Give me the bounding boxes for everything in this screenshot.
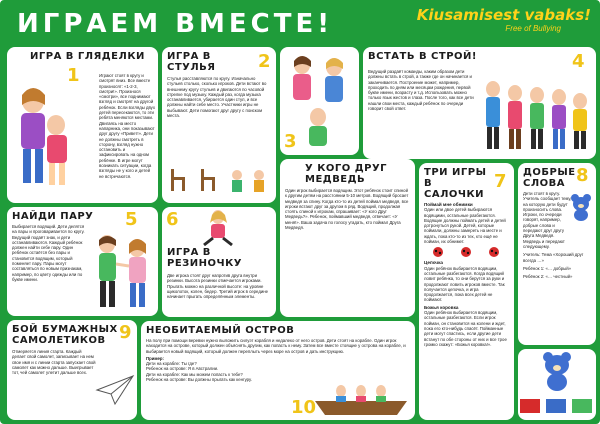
bear-icon: [540, 351, 574, 391]
panel-title: ВСТАТЬ В СТРОЙ!: [368, 51, 477, 62]
panel-bear-game: [280, 47, 359, 155]
subheading: Цепочка: [424, 260, 443, 266]
paper-plane-illustration: [95, 370, 135, 410]
panel-text: Дети стоят в кругу. Учитель сообщает тему, на которую дети будут произносить слова. Игроки, по очереди говорят, например, добрые слова и передают друг другу Друга Медведя. Медведь и передают следующему.: [523, 191, 572, 249]
panel-title: ИГРА В ГЛЯДЕЛКИ: [30, 51, 145, 62]
panel-text: Один игрок выбирается водящим. Этот ребёнок стоит спиной к другим детям на расстоянии 5-10 метров. Водящий бросает медведя за спину. Когда кто-то из детей поймал медведя, все игроки встают друг за другом в ряд. Водящий, продолжая стоять спиной к игрокам, спрашивает: «У кого Друг Медведь?». Ребенок, поймавший медведя, отвечает: «У меня!». Ваша задача по голосу угадать, кто поймал Друга Медведя.: [285, 188, 409, 231]
answer-text: Ребёнок 1: «… добрый»: [523, 265, 571, 271]
example-label: Пример:: [146, 355, 164, 361]
panel-text: Один ребёнок выбирается водящим, остальные разбегаются. Когда водящий ловит ребёнка, то они берутся за руки и продолжают ловить игроков вместе. Так получается цепочка, и игра продолжается, пока всех детей не поймают.: [424, 265, 505, 303]
panel-staring-game: [7, 47, 158, 203]
panel-text: На полу при помощи веревки нужно выложить силуэт корабля и недалеко от него остров. Дети стоят на корабле. Один игрок находится на острове, который должен объяснять другим, как попасть к нему. Затем все вместе стоящие у острова на корабле, и выбирается новый водящий, который должен переплыть через море на остров и дать инструкцию.: [146, 338, 406, 354]
panel-chairs-game: [162, 47, 276, 203]
example-line: Дети на корабле: Ты где?: [146, 361, 197, 367]
panel-tag-games: [419, 163, 514, 420]
panel-title: У КОГО ДРУГ МЕДВЕДЬ: [305, 163, 388, 185]
panel-text: Играют стоят в кругу и смотрят вниз. Все вместе произносят: «1-2-3, смотри!». Произнося «смотри», все поднимают взгляд и смотрят на другой ребёнок. Если взгляды двух детей пересекаются, то эти ребята меняются местами. Двигаясь на место напарника, они показывают друг другу «Привет!». Дети не должны смотреть в сторону, взгляд нужно остановить и зафиксировать на одном ребёнке. В игре могут возникать ситуации, когда взгляды не у кого и детей не встречаются.: [99, 73, 155, 179]
example-line: Ребенок на острове: Вы должны прыгать как кенгуру.: [146, 377, 252, 383]
logo-sub-text: Free of Bullying: [505, 24, 561, 33]
pair-of-children-illustration: [91, 232, 155, 312]
panel-title: ИГРА В СТУЛЬЯ: [167, 51, 216, 73]
chairs-illustration: [167, 169, 271, 199]
panel-sponsors: [518, 349, 596, 420]
line-of-children-illustration: [481, 75, 591, 155]
panel-number: 7: [494, 171, 507, 192]
header: [3, 3, 597, 43]
subheading: Божья коровка: [424, 304, 459, 310]
bear-icon: [570, 193, 592, 221]
panel-line-up-game: [363, 47, 596, 159]
panel-number: 6: [166, 209, 179, 230]
panel-desert-island: [141, 321, 415, 420]
panel-title: ДОБРЫЕ СЛОВА: [523, 167, 576, 189]
panel-title: НЕОБИТАЕМЫЙ ОСТРОВ: [146, 325, 295, 336]
panel-number: 9: [119, 322, 132, 343]
panel-text: Две игрока стоят друг напротив друга внутри резинки. Высота резинки отмечается игроками. Прыгать можно на различной высоте: на уровне щиколоток, колен, бедер. Третий игрок в середине начинает прыгать определённым элементы.: [167, 273, 269, 300]
panel-number: 2: [258, 51, 271, 72]
example-line: Дети на корабле: Как мы можем попасть к тебе?: [146, 371, 243, 377]
panel-find-pair: [7, 207, 158, 316]
panel-title: БОЙ БУМАЖНЫХ САМОЛЕТИКОВ: [12, 324, 118, 346]
panel-kind-words: [518, 163, 596, 345]
subheading: Поймай мне обнимки: [424, 202, 473, 207]
page-title: ИГРАЕМ ВМЕСТЕ!: [17, 9, 334, 39]
save-the-children-logo: [520, 395, 594, 417]
panel-number: 5: [125, 209, 138, 230]
sponsor-logos: [520, 395, 594, 417]
answer-text: Ребёнок 2: «… честный»: [523, 274, 573, 280]
children-illustration: [11, 77, 71, 195]
panel-text: Стулья расставляются по кругу. Изначально стульев столько, сколько игроков. Дети встают во внешнему кругу стульев и двигаются по часовой стрелке под музыку. Каждый раз, когда музыка останавливается, убирается один стул, и все должны найти себе место. Участники игры не выбывают. Дети помогают друг другу с поиском места.: [167, 76, 267, 119]
panel-text: Один или двое детей выбираются водящими, остальные разбегаются. Водящие должны поймать детей и детей дотронуться рукой. Детей, которые поймали, должны замереть на месте и ждать, пока кто-то из тех, кто ещё не пойман, их обнимет.: [424, 207, 506, 245]
panel-number: 1: [67, 65, 80, 86]
panel-title: ТРИ ИГРЫ В САЛОЧКИ: [424, 167, 487, 200]
panel-number: 8: [576, 165, 589, 186]
boat-illustration: [311, 379, 411, 417]
panel-number: 4: [572, 51, 585, 72]
panel-text: Один ребёнок выбирается водящим, остальные разбегаются. Если игрок пойман, он становится на колени и ждет, пока его кто-нибудь спасёт. Пойманные дети могут спастись, если другие дети встанут по обе стороны от них и все трое громко скажут: «Божья коровка!».: [424, 310, 507, 347]
panel-text: Выбирается водящий. Дети делятся на пары и проговаривается по кругу. Ведущий подаёт знак, и дети останавливаются. Каждый ребёнок должен найти себе пару. Один ребёнок остаётся без пары и становится водящим, который поменяет пару. Пары могут составляться по новым признакам, например, по цвету одежды или по букве имени.: [12, 224, 85, 282]
example-line: Ребенок на острове: Я в Австралии.: [146, 366, 219, 372]
kiusamisest-logo: [396, 6, 591, 42]
example-text: Учитель: Тема «Хороший друг всегда …»: [523, 252, 584, 263]
panel-paper-planes: [7, 320, 137, 420]
panel-elastic-game: [162, 207, 276, 317]
panel-text: Отмеряется линия старта. Каждый делает свой самолет, записывает на нем свое имя и с линии старта запускает свой самолет как можно дальше. Выигрывает тот, чей самолет улетит дальше всех.: [12, 349, 96, 376]
panel-bear-game-text: [280, 159, 415, 317]
panel-number: 3: [284, 131, 297, 152]
panel-title: ИГРА В РЕЗИНОЧКУ: [167, 247, 242, 269]
logo-main-text: Kiusamisest vabaks!: [416, 6, 591, 24]
panel-text: Ведущий раздаёт команды, каким образом дети должны встать в строй, а также где он начинается и заканчивается. Построение может, например, проходить по дням или месяцам рождения, первой букве имени, возрасту и т.д. Использовать можно только язык жестов и глаза. После того, как все дети нашли свои места, каждый ребёнок по очереди говорит свой ответ.: [368, 69, 474, 112]
panel-title: НАЙДИ ПАРУ: [12, 211, 94, 222]
jumping-girl-illustration: [198, 209, 238, 247]
panel-number: 10: [291, 397, 317, 418]
ladybug-icon: [424, 246, 509, 258]
